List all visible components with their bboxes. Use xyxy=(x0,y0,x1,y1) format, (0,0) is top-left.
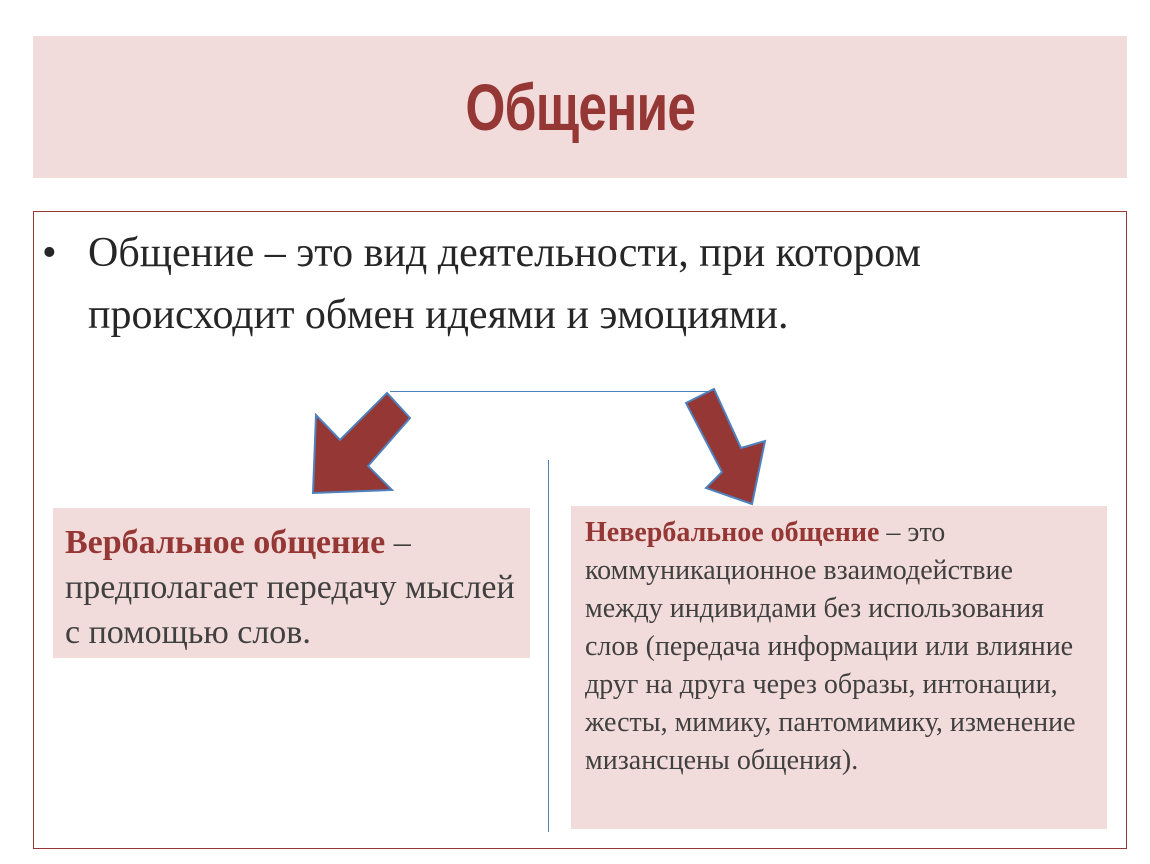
arrow-right-icon xyxy=(686,389,765,504)
verbal-box xyxy=(53,508,530,658)
verbal-description: – предполагает передачу мыслей с помощью слов. xyxy=(65,524,515,651)
nonverbal-description: – это коммуникационное взаимодействие между индивидами без использования слов (передача информации или влияние друг на друга через образы, интонации, жесты, мимику, пантомимику, изменение мизансцены общения). xyxy=(585,517,1076,776)
definition-text: Общение – это вид деятельности, при котором происходит обмен идеями и эмоциями. xyxy=(88,230,921,338)
nonverbal-term: Невербальное общение xyxy=(585,517,880,548)
arrow-left-icon xyxy=(313,393,410,493)
bullet-icon: • xyxy=(42,230,57,276)
nonverbal-box xyxy=(571,506,1107,829)
slide-title: Общение xyxy=(465,70,695,144)
verbal-term: Вербальное общение xyxy=(65,524,386,561)
